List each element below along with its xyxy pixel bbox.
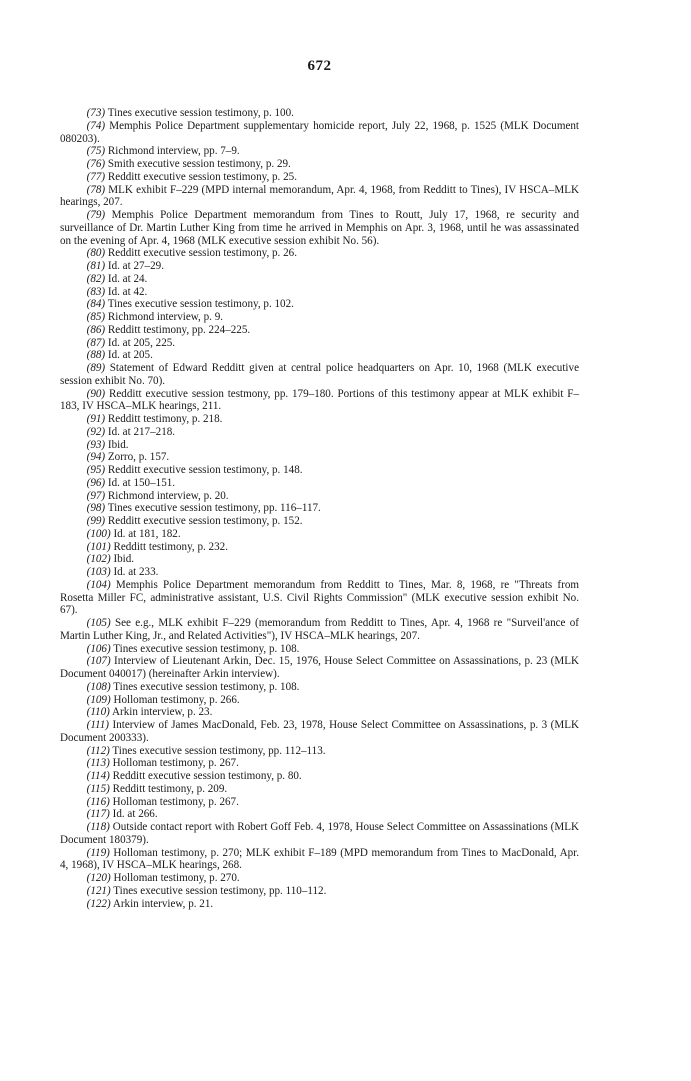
footnote (60, 502, 579, 515)
footnote-number: (81) (86, 260, 106, 272)
footnote-number: (99) (86, 515, 106, 527)
footnote-text: Tines executive session testimony, p. 100. (107, 107, 294, 119)
footnote-number: (115) (86, 782, 110, 795)
footnote-number: (121) (86, 884, 111, 897)
footnote-number: (96) (86, 476, 106, 489)
footnote-text: Tines executive session testimony, p. 102. (107, 298, 294, 311)
footnote-number: (100) (86, 527, 111, 540)
footnote-text: Id. at 24. (107, 272, 148, 285)
footnote (60, 209, 579, 247)
footnote-text: Memphis Police Department memorandum from Redditt to Tines, Mar. 8, 1968, re "Threats from Rosetta Miller FC, administrative assistant, U.S. Civil Rights Commission" (MLK executive session exhibit No. 67). (60, 578, 580, 617)
footnote-text: MLK exhibit F–229 (MPD internal memorandum, Apr. 4, 1968, from Redditt to Tines), IV HSCA–MLK hearings, 207. (60, 183, 579, 209)
footnote (60, 145, 579, 158)
footnote-number: (80) (86, 247, 106, 260)
footnote (60, 184, 579, 210)
footnote-number: (92) (86, 425, 106, 438)
footnote (60, 158, 579, 171)
footnote-text: Holloman testimony, p. 270; MLK exhibit F–189 (MPD memorandum from Tines to MacDonald, Apr. 4, 1968), IV HSCA–MLK hearings, 268. (60, 846, 579, 872)
footnote-number: (79) (86, 209, 106, 221)
footnote-text: Richmond interview, p. 9. (107, 311, 224, 323)
footnote-text: Smith executive session testimony, p. 29. (107, 158, 291, 170)
footnote (60, 464, 579, 477)
footnote (60, 247, 579, 260)
footnote-number: (102) (86, 553, 111, 566)
footnote-number: (98) (86, 502, 106, 515)
footnote-text: Id. at 233. (113, 566, 159, 578)
footnote-text: Holloman testimony, p. 267. (112, 795, 239, 808)
footnote (60, 362, 579, 388)
footnote-number: (109) (86, 693, 111, 706)
footnote (60, 273, 579, 286)
footnote-text: Id. at 42. (107, 285, 148, 298)
page-number: 672 (307, 58, 332, 74)
footnote (60, 171, 579, 184)
footnote-text: Tines executive session testimony, pp. 116–117. (107, 502, 321, 515)
footnote-text: Redditt testimony, p. 209. (112, 782, 228, 795)
footnote (60, 655, 579, 681)
footnote-number: (76) (86, 158, 106, 170)
footnote-number: (91) (86, 413, 106, 425)
footnote (60, 681, 579, 694)
footnote (60, 643, 579, 656)
footnote (60, 541, 579, 554)
footnote-number: (106) (86, 642, 111, 655)
footnote-text: Statement of Edward Redditt given at central police headquarters on Apr. 10, 1968 (MLK executive session exhibit No. 70). (60, 362, 579, 387)
footnote-text: Id. at 205. (107, 349, 153, 362)
footnote (60, 566, 579, 579)
footnote-text: Richmond interview, pp. 7–9. (107, 145, 240, 158)
footnote-text: Redditt testimony, p. 232. (113, 540, 228, 553)
footnote-text: Holloman testimony, p. 266. (113, 693, 240, 706)
footnote (60, 515, 579, 528)
footnote-number: (103) (86, 566, 111, 578)
footnote-number: (107) (86, 655, 111, 668)
footnote (60, 847, 579, 873)
footnote-list (60, 107, 579, 910)
footnote-text: Id. at 217–218. (107, 425, 176, 438)
footnote-number: (75) (86, 145, 106, 158)
footnote-number: (122) (86, 897, 111, 910)
footnote-text: Redditt executive session testimony, p. 152. (107, 515, 303, 527)
footnote (60, 388, 579, 414)
footnote-number: (108) (86, 680, 111, 693)
footnote (60, 451, 579, 464)
footnote-text: Id. at 27–29. (107, 260, 164, 272)
footnote-number: (117) (86, 808, 110, 821)
footnote (60, 898, 579, 911)
footnote-number: (77) (86, 170, 106, 183)
footnote-number: (104) (86, 578, 111, 591)
footnote-text: Redditt executive session testmony, pp. 179–180. Portions of this testimony appear at MLK exhibit F–183, IV HSCA–MLK hearings, 211. (60, 387, 579, 413)
footnote-text: Arkin interview, p. 21. (112, 897, 214, 910)
footnote-number: (85) (86, 311, 106, 323)
footnote-text: Zorro, p. 157. (107, 451, 170, 464)
footnote-number: (112) (86, 744, 110, 757)
footnote (60, 311, 579, 324)
footnote-text: Redditt executive session testimony, p. 80. (112, 770, 302, 782)
footnote-text: See e.g., MLK exhibit F–229 (memorandum from Redditt to Tines, Apr. 4, 1968 re "Surveil'ance of Martin Luther King, Jr., and Related Activities"), IV HSCA–MLK hearings, 207. (60, 617, 579, 642)
footnote-number: (116) (86, 795, 110, 808)
footnote-number: (74) (86, 119, 106, 132)
footnote (60, 770, 579, 783)
footnote-number: (93) (86, 438, 106, 451)
footnote-text: Id. at 266. (112, 808, 158, 821)
footnote-number: (94) (86, 451, 106, 464)
footnote-number: (120) (86, 872, 111, 884)
footnote (60, 553, 579, 566)
footnote-number: (87) (86, 336, 106, 349)
footnote (60, 349, 579, 362)
footnote (60, 260, 579, 273)
footnote-text: Interview of James MacDonald, Feb. 23, 1978, House Select Committee on Assassinations, p. 3 (MLK Document 200333). (60, 719, 579, 744)
footnote (60, 808, 579, 821)
footnote (60, 872, 579, 885)
footnote-number: (73) (86, 107, 106, 119)
footnote (60, 796, 579, 809)
footnote-number: (110) (86, 706, 110, 719)
footnote (60, 337, 579, 350)
footnote-number: (118) (86, 821, 110, 833)
footnote (60, 324, 579, 337)
footnote-number: (97) (86, 489, 106, 502)
footnote-text: Memphis Police Department memorandum from Tines to Routt, July 17, 1968, re security and surveillance of Dr. Martin Luther King from time he arrived in Memphis on Apr. 3, 1968, until he was assassinated on the evening of Apr. 4, 1968 (MLK executive session exhibit No. 56). (60, 209, 579, 247)
footnote (60, 757, 579, 770)
footnote (60, 107, 579, 120)
footnote (60, 579, 579, 617)
footnote (60, 120, 579, 146)
footnote-text: Memphis Police Department supplementary homicide report, July 22, 1968, p. 1525 (MLK Document 080203). (60, 119, 580, 145)
footnote-text: Tines executive session testimony, pp. 110–112. (113, 884, 327, 897)
footnote-text: Redditt testimony, pp. 224–225. (107, 323, 251, 336)
footnote-text: Richmond interview, p. 20. (107, 489, 229, 502)
footnote-number: (78) (86, 183, 106, 196)
footnote (60, 298, 579, 311)
footnote-number: (82) (86, 272, 106, 285)
footnote (60, 426, 579, 439)
footnote-text: Outside contact report with Robert Goff Feb. 4, 1978, House Select Committee on Assassinations (MLK Document 180379). (60, 821, 579, 846)
footnote-number: (119) (86, 846, 110, 859)
footnote (60, 477, 579, 490)
footnote-number: (89) (86, 362, 106, 374)
footnote (60, 617, 579, 643)
footnote (60, 694, 579, 707)
footnote (60, 528, 579, 541)
footnote-text: Ibid. (107, 438, 129, 451)
footnote-text: Tines executive session testimony, pp. 112–113. (112, 744, 326, 757)
footnote-number: (101) (86, 540, 111, 553)
footnote-text: Arkin interview, p. 23. (112, 706, 213, 719)
footnote-text: Tines executive session testimony, p. 108. (113, 680, 300, 693)
footnote-text: Id. at 150–151. (107, 476, 176, 489)
footnote (60, 719, 579, 745)
footnote-number: (86) (86, 323, 106, 336)
footnote-number: (95) (86, 464, 106, 476)
footnote-text: Redditt executive session testimony, p. 148. (107, 464, 303, 476)
footnote-number: (88) (86, 349, 106, 362)
footnote (60, 706, 579, 719)
footnote-text: Holloman testimony, p. 267. (112, 757, 239, 770)
footnote (60, 413, 579, 426)
footnote-number: (114) (86, 770, 110, 782)
footnote-text: Holloman testimony, p. 270. (113, 872, 240, 884)
footnote (60, 783, 579, 796)
footnote-number: (83) (86, 285, 106, 298)
footnote (60, 490, 579, 503)
footnote (60, 885, 579, 898)
footnote-text: Id. at 205, 225. (107, 336, 176, 349)
footnote-text: Ibid. (113, 553, 135, 566)
footnote (60, 286, 579, 299)
footnote-text: Redditt executive session testimony, p. 26. (107, 247, 297, 260)
footnote-number: (90) (86, 387, 106, 400)
footnote (60, 439, 579, 452)
footnote-text: Redditt executive session testimony, p. 25. (107, 170, 297, 183)
footnote-number: (111) (86, 719, 110, 731)
footnote-number: (113) (86, 757, 110, 770)
footnote-text: Interview of Lieutenant Arkin, Dec. 15, 1976, House Select Committee on Assassinations, p. 23 (MLK Document 040017) (hereinafter Arkin interview). (60, 655, 579, 680)
footnote-text: Id. at 181, 182. (113, 527, 181, 540)
footnote (60, 745, 579, 758)
footnote (60, 821, 579, 847)
footnote-number: (105) (86, 617, 111, 629)
footnote-text: Tines executive session testimony, p. 108. (113, 642, 300, 655)
footnote-number: (84) (86, 298, 106, 311)
footnote-text: Redditt testimony, p. 218. (107, 413, 223, 425)
